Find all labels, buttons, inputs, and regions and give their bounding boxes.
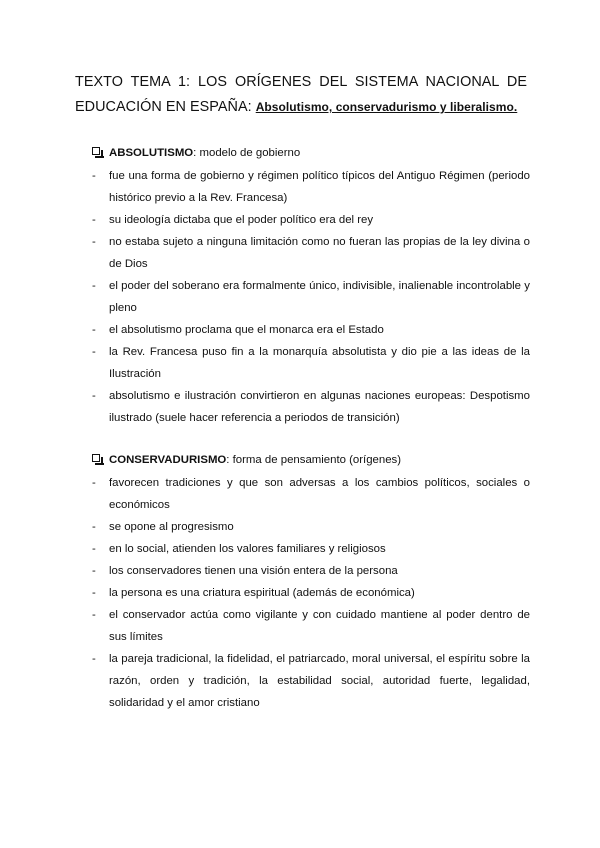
- list-item-text: el conservador actúa como vigilante y con cuidado mantiene al poder dentro de sus límites: [109, 609, 530, 643]
- list-item: [92, 582, 530, 604]
- checkbox-bullet-icon: [92, 147, 100, 155]
- list-item: [92, 385, 530, 429]
- list-item: [92, 472, 530, 516]
- dash-icon: -: [92, 214, 96, 226]
- title-main: TEXTO TEMA 1: LOS ORÍGENES DEL SISTEMA NACIONAL DE EDUCACIÓN EN ESPAÑA:: [75, 74, 527, 115]
- list-item: [92, 560, 530, 582]
- list-item-text: su ideología dictaba que el poder político era del rey: [109, 214, 374, 226]
- list-item: [92, 319, 530, 341]
- section-conservadurismo: [92, 450, 530, 714]
- list-item-text: la Rev. Francesa puso fin a la monarquía absolutista y dio pie a las ideas de la Ilustración: [109, 346, 530, 380]
- section-term: ABSOLUTISMO: [109, 147, 194, 159]
- section-heading: [92, 450, 530, 470]
- bullet-list: [92, 472, 530, 714]
- dash-icon: -: [92, 565, 96, 577]
- list-item-text: el absolutismo proclama que el monarca era el Estado: [109, 324, 384, 336]
- list-item: [92, 231, 530, 275]
- list-item: [92, 209, 530, 231]
- list-item-text: los conservadores tienen una visión entera de la persona: [109, 565, 398, 577]
- dash-icon: -: [92, 609, 96, 621]
- section-term: CONSERVADURISMO: [109, 454, 227, 466]
- dash-icon: -: [92, 587, 96, 599]
- section-definition: : modelo de gobierno: [193, 147, 301, 159]
- title-subtitle: Absolutismo, conservadurismo y liberalismo.: [255, 100, 518, 114]
- dash-icon: -: [92, 280, 96, 292]
- dash-icon: -: [92, 477, 96, 489]
- section-absolutismo: [92, 143, 530, 429]
- bullet-list: [92, 165, 530, 429]
- checkbox-bullet-icon: [92, 454, 100, 462]
- list-item: [92, 516, 530, 538]
- section-heading: [92, 143, 530, 163]
- document-title: [75, 70, 527, 120]
- list-item: [92, 538, 530, 560]
- list-item-text: el poder del soberano era formalmente único, indivisible, inalienable incontrolable y pleno: [109, 280, 530, 314]
- dash-icon: -: [92, 324, 96, 336]
- list-item-text: fue una forma de gobierno y régimen político típicos del Antiguo Régimen (periodo histórico previo a la Rev. Francesa): [109, 170, 530, 204]
- dash-icon: -: [92, 390, 96, 402]
- list-item-text: la pareja tradicional, la fidelidad, el patriarcado, moral universal, el espíritu sobre la razón, orden y tradición, la estabilidad social, autoridad fuerte, legalidad, solidaridad y el amor cristiano: [109, 653, 530, 709]
- list-item: [92, 341, 530, 385]
- list-item-text: en lo social, atienden los valores familiares y religiosos: [109, 543, 386, 555]
- dash-icon: -: [92, 521, 96, 533]
- list-item-text: absolutismo e ilustración convirtieron en algunas naciones europeas: Despotismo ilustrado (suele hacer referencia a periodos de transición): [109, 390, 530, 424]
- dash-icon: -: [92, 236, 96, 248]
- list-item: [92, 648, 530, 714]
- list-item: [92, 275, 530, 319]
- list-item-text: no estaba sujeto a ninguna limitación como no fueran las propias de la ley divina o de Dios: [109, 236, 530, 270]
- dash-icon: -: [92, 543, 96, 555]
- section-definition: : forma de pensamiento (orígenes): [226, 454, 402, 466]
- list-item-text: se opone al progresismo: [109, 521, 234, 533]
- dash-icon: -: [92, 653, 96, 665]
- dash-icon: -: [92, 346, 96, 358]
- list-item-text: la persona es una criatura espiritual (además de económica): [109, 587, 415, 599]
- dash-icon: -: [92, 170, 96, 182]
- list-item: [92, 604, 530, 648]
- list-item-text: favorecen tradiciones y que son adversas a los cambios políticos, sociales o económicos: [109, 477, 530, 511]
- list-item: [92, 165, 530, 209]
